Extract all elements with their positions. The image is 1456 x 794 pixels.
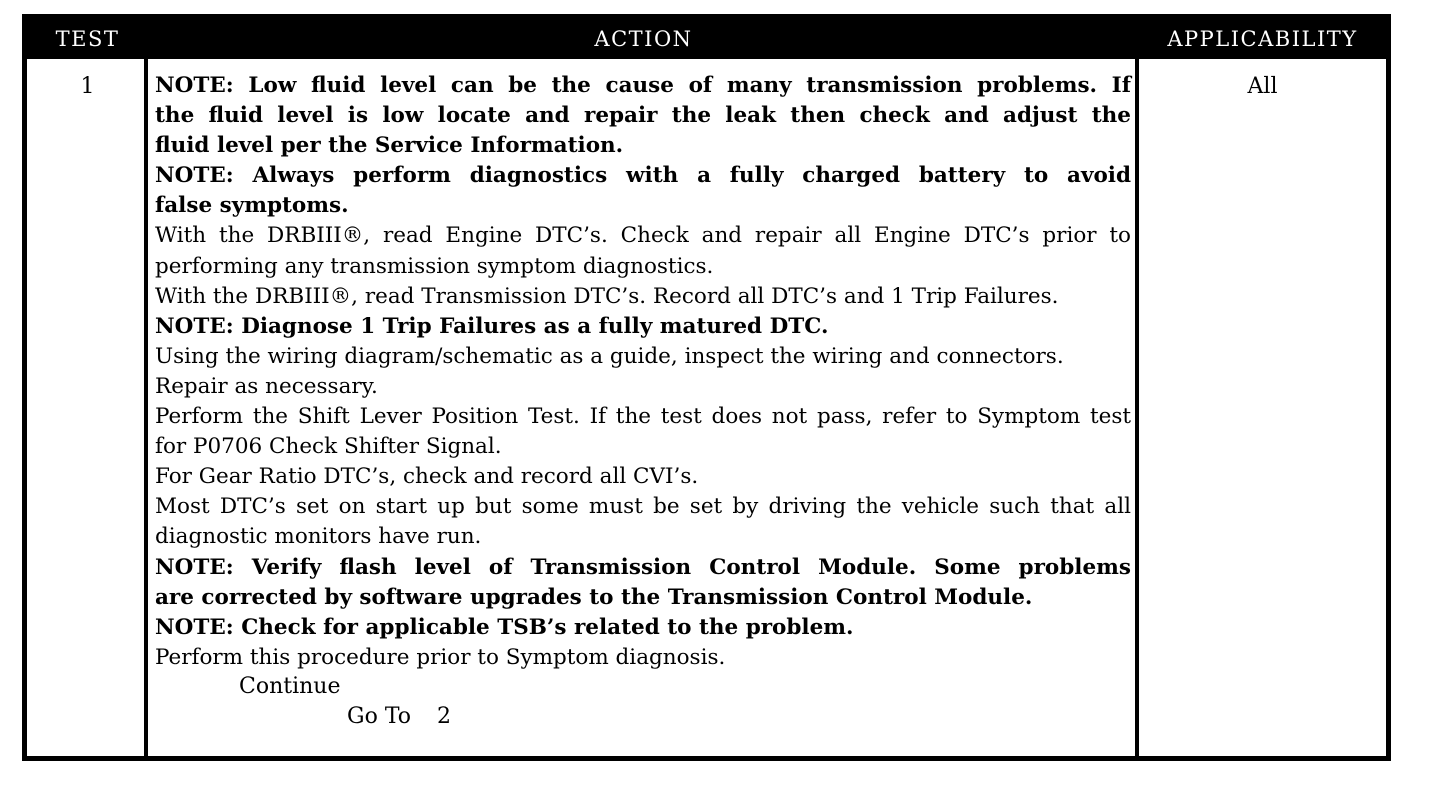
diagnostic-test-table (22, 14, 1391, 761)
action-line: are corrected by software upgrades to the Transmission Control Module. (155, 584, 1033, 610)
header-action: ACTION (594, 27, 693, 51)
action-line: fluid level per the Service Information. (155, 133, 624, 159)
action-line: With the DRBIII®, read Engine DTC’s. Check and repair all Engine DTC’s prior to (155, 223, 1131, 249)
column-divider-applicability (1135, 59, 1139, 756)
table-header (27, 19, 1386, 59)
continue-label: Continue (239, 674, 341, 699)
action-line: Most DTC’s set on start up but some must be set by driving the vehicle such that all (155, 494, 1131, 520)
action-line: for P0706 Check Shifter Signal. (155, 434, 502, 460)
action-line: NOTE: Diagnose 1 Trip Failures as a fully matured DTC. (155, 313, 829, 339)
goto-label: Go To (347, 704, 412, 729)
action-line: Perform this procedure prior to Symptom diagnosis. (155, 644, 726, 670)
action-line: Repair as necessary. (155, 373, 378, 399)
action-line: diagnostic monitors have run. (155, 524, 482, 550)
action-line: false symptoms. (155, 193, 349, 219)
column-divider-test (144, 59, 148, 756)
action-line: Using the wiring diagram/schematic as a guide, inspect the wiring and connectors. (155, 343, 1064, 369)
header-applicability: APPLICABILITY (1167, 27, 1358, 51)
action-line: NOTE: Always perform diagnostics with a fully charged battery to avoid (155, 163, 1131, 189)
test-number: 1 (80, 74, 95, 99)
action-line: For Gear Ratio DTC’s, check and record all CVI’s. (155, 464, 699, 490)
action-line: NOTE: Low fluid level can be the cause of many transmission problems. If (155, 73, 1131, 98)
action-line: the fluid level is low locate and repair the leak then check and adjust the (155, 103, 1131, 129)
action-line: Perform the Shift Lever Position Test. If the test does not pass, refer to Symptom test (155, 404, 1131, 430)
action-line: NOTE: Check for applicable TSB’s related to the problem. (155, 614, 854, 640)
applicability-value: All (1247, 74, 1278, 99)
header-test: TEST (55, 27, 120, 51)
goto-instruction[interactable] (347, 702, 451, 732)
action-line: With the DRBIII®, read Transmission DTC’s. Record all DTC’s and 1 Trip Failures. (155, 283, 1059, 309)
action-line: NOTE: Verify flash level of Transmission Control Module. Some problems (155, 554, 1131, 580)
action-line: performing any transmission symptom diagnostics. (155, 253, 714, 279)
action-cell (155, 71, 1131, 673)
goto-target[interactable]: 2 (437, 704, 452, 729)
